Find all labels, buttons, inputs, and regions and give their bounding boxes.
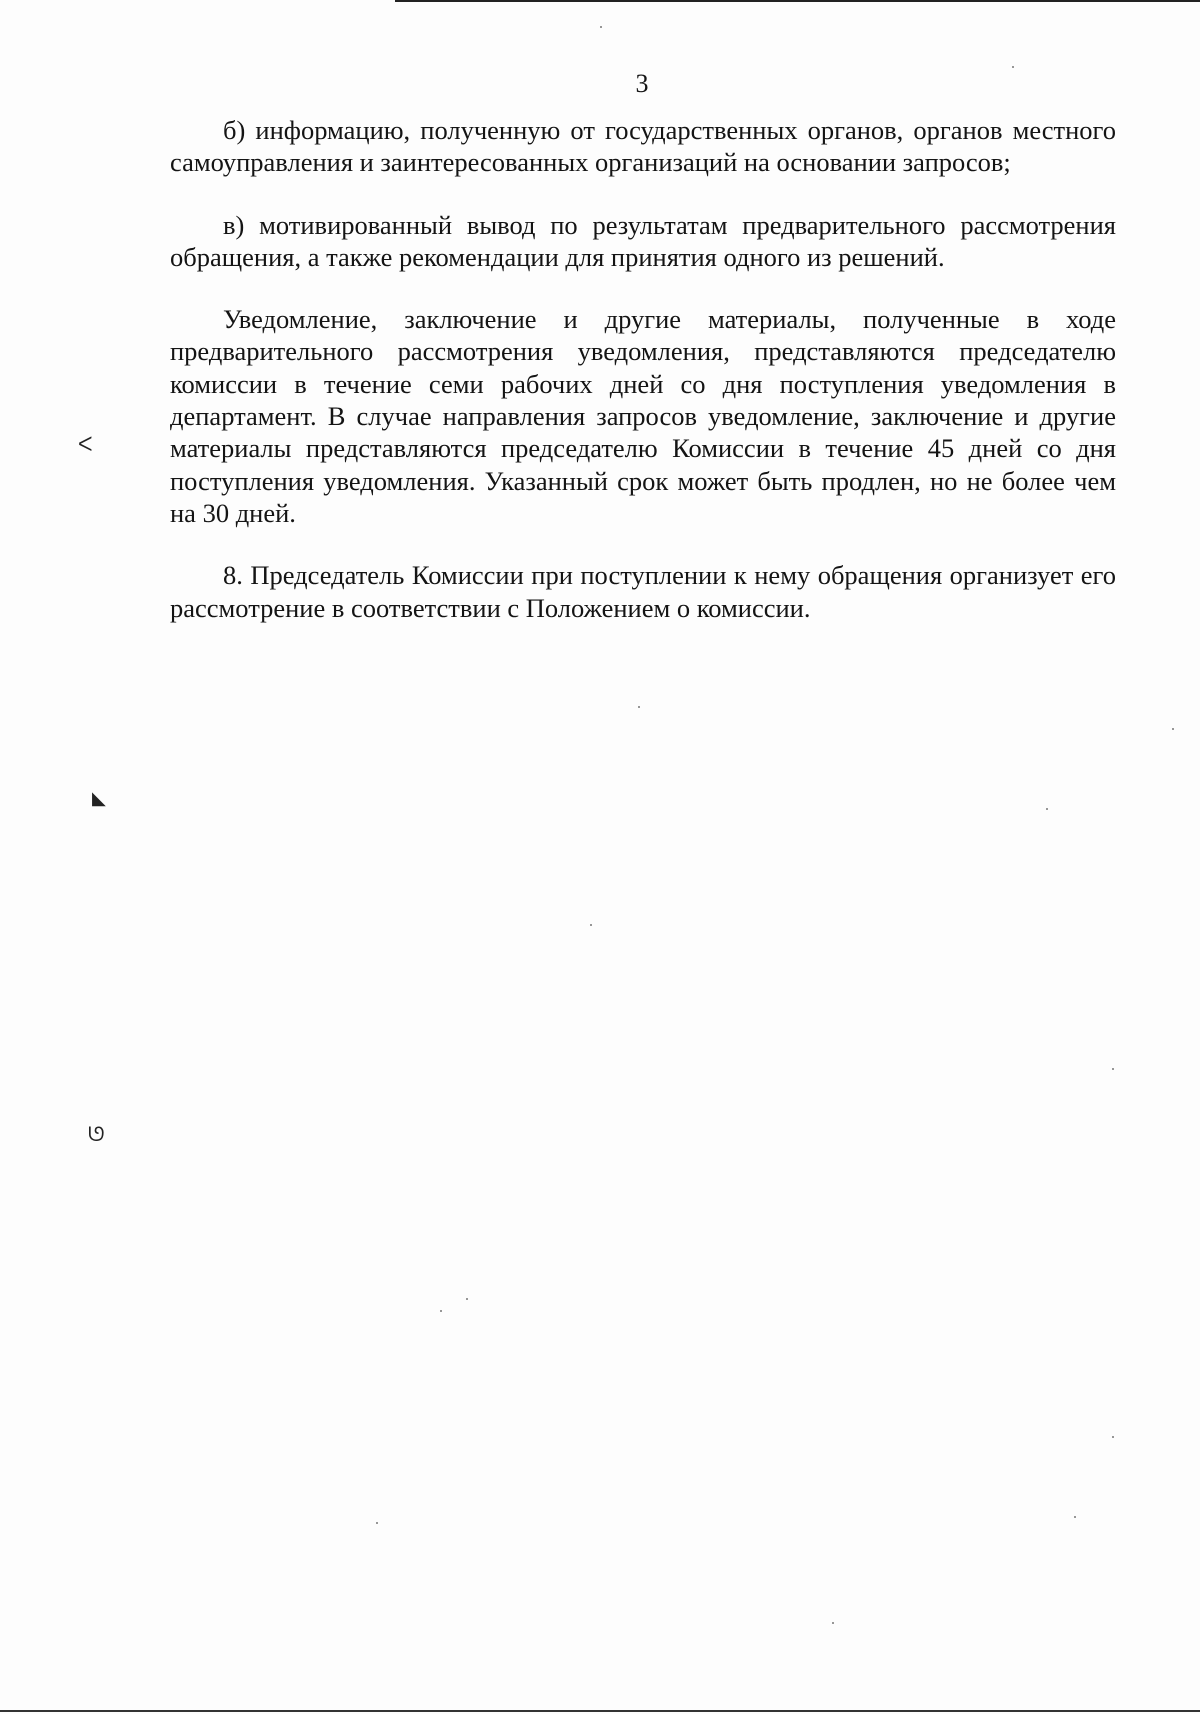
- scan-speck: [1112, 1068, 1114, 1070]
- scan-top-edge: [395, 0, 1200, 2]
- document-body: [170, 114, 1116, 654]
- scan-bottom-edge: [0, 1710, 1200, 1712]
- scan-speck: [1172, 728, 1174, 730]
- scan-speck: [440, 1310, 442, 1312]
- paragraph-b: б) информацию, полученную от государственных органов, органов местного самоуправления и заинтересованных организаций на основании запросов;: [170, 115, 1116, 178]
- scan-speck: [1046, 808, 1048, 810]
- paragraph-8: 8. Председатель Комиссии при поступлении к нему обращения организует его рассмотрение в соответствии с Положением о комиссии.: [170, 560, 1116, 623]
- scan-speck: [590, 924, 592, 926]
- scan-speck: [376, 1522, 378, 1524]
- paragraph-v: в) мотивированный вывод по результатам предварительного рассмотрения обращения, а также рекомендации для принятия одного из решений.: [170, 209, 1116, 272]
- scan-mark-icon: ◣: [92, 788, 106, 809]
- scan-speck: [600, 26, 602, 28]
- page-number: 3: [635, 69, 649, 98]
- scan-speck: [1012, 66, 1014, 68]
- scan-speck: [1112, 1436, 1114, 1438]
- scan-mark-icon: ᘎ: [88, 1122, 105, 1146]
- scan-mark-icon: ᐸ: [78, 432, 93, 456]
- scan-speck: [1074, 1516, 1076, 1518]
- scan-speck: [832, 1622, 834, 1624]
- scan-speck: [466, 1298, 468, 1300]
- scan-speck: [638, 706, 640, 708]
- paragraph-notification: Уведомление, заключение и другие материалы, полученные в ходе предварительного рассмотрения уведомления, представляются председателю комиссии в течение семи рабочих дней со дня поступления уведомления в департамент. В случае направления запросов уведомление, заключение и другие материалы представляются председателю Комиссии в течение 45 дней со дня поступления уведомления. Указанный срок может быть продлен, но не более чем на 30 дней.: [170, 304, 1116, 528]
